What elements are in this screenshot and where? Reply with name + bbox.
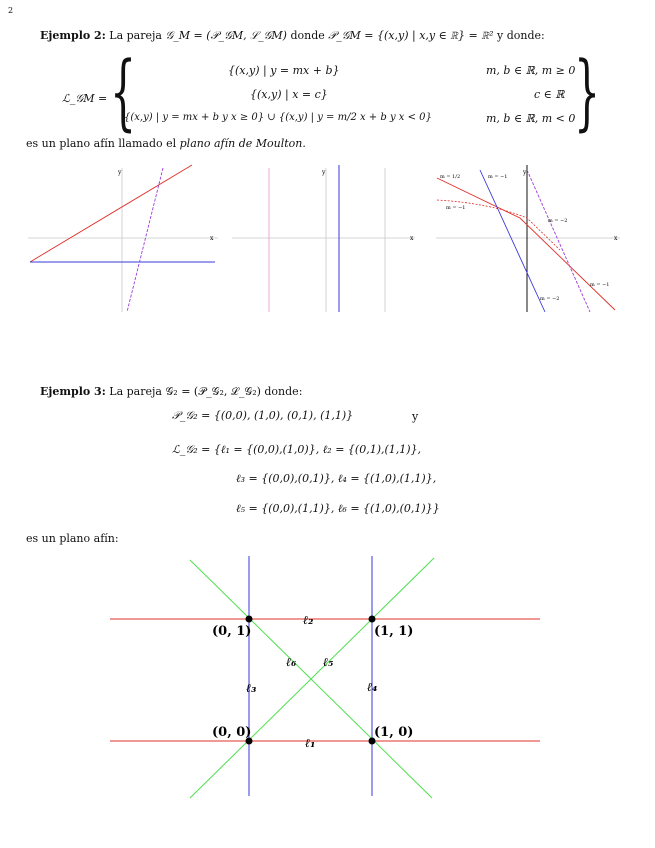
label-l2: ℓ₂ <box>303 613 314 627</box>
label-point-1-1: (1, 1) <box>374 624 414 639</box>
plot-3 <box>436 165 620 312</box>
example2-heading <box>40 29 545 43</box>
example3-lines-row2: ℓ₃ = {(0,0),(0,1)}, ℓ₄ = {(1,0),(1,1)}, <box>236 472 437 485</box>
label-l4: ℓ₄ <box>367 680 378 694</box>
plot2-x-label: x <box>410 235 414 242</box>
moulton-plots <box>0 155 655 320</box>
plot1-y-label: y <box>118 169 122 176</box>
plot1-purple-line <box>127 168 163 312</box>
plot3-label-1: m = 1/2 <box>440 174 461 180</box>
example3-intro: La pareja 𝒢₂ = (𝒫_𝒢₂, ℒ_𝒢₂) donde: <box>109 385 303 398</box>
plot-2 <box>232 165 415 312</box>
plot3-y-label: y <box>523 169 527 176</box>
plot3-label-6: m = −1 <box>590 282 610 288</box>
example2-y-donde: y donde: <box>496 29 545 42</box>
label-point-0-1: (0, 1) <box>212 624 252 639</box>
conclusion-text: es un plano afín llamado el <box>26 137 177 150</box>
point-1-1 <box>369 616 376 623</box>
example2-points-def: 𝒫_𝒢M = {(x,y) | x,y ∈ ℝ} = ℝ² <box>328 29 494 42</box>
plot1-red-line <box>30 165 192 262</box>
plot3-red-line <box>437 178 615 310</box>
label-l1: ℓ₁ <box>305 736 316 750</box>
plot1-x-label: x <box>210 235 214 242</box>
plot3-label-4: m = −2 <box>548 218 568 224</box>
example2-label: Ejemplo 2: <box>40 29 106 42</box>
example3-lines-row3: ℓ₅ = {(0,0),(1,1)}, ℓ₆ = {(1,0),(0,1)}} <box>236 502 440 515</box>
point-0-1 <box>246 616 253 623</box>
example2-donde: donde <box>290 29 325 42</box>
plot3-label-5: m = −2 <box>540 296 560 302</box>
example3-conclusion: es un plano afín: <box>26 532 119 545</box>
label-l6: ℓ₆ <box>286 655 297 669</box>
conclusion-italic: plano afín de Moulton. <box>179 137 306 150</box>
example3-label: Ejemplo 3: <box>40 385 106 398</box>
case-1-cond: m, b ∈ ℝ, m ≥ 0 <box>486 64 576 77</box>
example3-heading <box>40 385 302 399</box>
lines-lhs: ℒ_𝒢M = <box>62 92 108 105</box>
plot3-label-3: m = −1 <box>446 205 466 211</box>
case-3-set: {(x,y) | y = mx + b y x ≥ 0} ∪ {(x,y) | y = m/2 x + b y x < 0} <box>124 112 432 123</box>
affine-plane-diagram <box>0 548 655 803</box>
example2-pair: 𝒢_M = (𝒫_𝒢M, ℒ_𝒢M) <box>165 29 287 42</box>
label-point-0-0: (0, 0) <box>212 725 252 740</box>
page-number: 2 <box>8 6 14 15</box>
left-brace: { <box>110 45 137 140</box>
example3-y: y <box>412 410 419 423</box>
example2-intro: La pareja <box>109 29 162 42</box>
plot-1 <box>28 165 218 312</box>
label-l3: ℓ₃ <box>246 681 257 695</box>
line-l5 <box>190 558 434 798</box>
example2-conclusion <box>26 137 306 151</box>
example3-points-def: 𝒫_𝒢₂ = {(0,0), (1,0), (0,1), (1,1)} <box>172 409 354 422</box>
right-brace: } <box>574 45 601 140</box>
plot3-x-label: x <box>614 235 618 242</box>
example3-lines-row1: ℒ_𝒢₂ = {ℓ₁ = {(0,0),(1,0)}, ℓ₂ = {(0,1),(1,1)}, <box>172 443 422 456</box>
label-l5: ℓ₅ <box>323 655 334 669</box>
case-2-set: {(x,y) | x = c} <box>250 88 328 101</box>
plot2-y-label: y <box>322 169 326 176</box>
label-point-1-0: (1, 0) <box>374 725 414 740</box>
case-1-set: {(x,y) | y = mx + b} <box>228 64 340 77</box>
case-3-cond: m, b ∈ ℝ, m < 0 <box>486 112 576 125</box>
plot3-purple-line <box>527 170 590 312</box>
plot3-label-2: m = −1 <box>488 174 508 180</box>
plot3-blue-line <box>480 170 545 312</box>
case-2-cond: c ∈ ℝ <box>534 88 565 101</box>
